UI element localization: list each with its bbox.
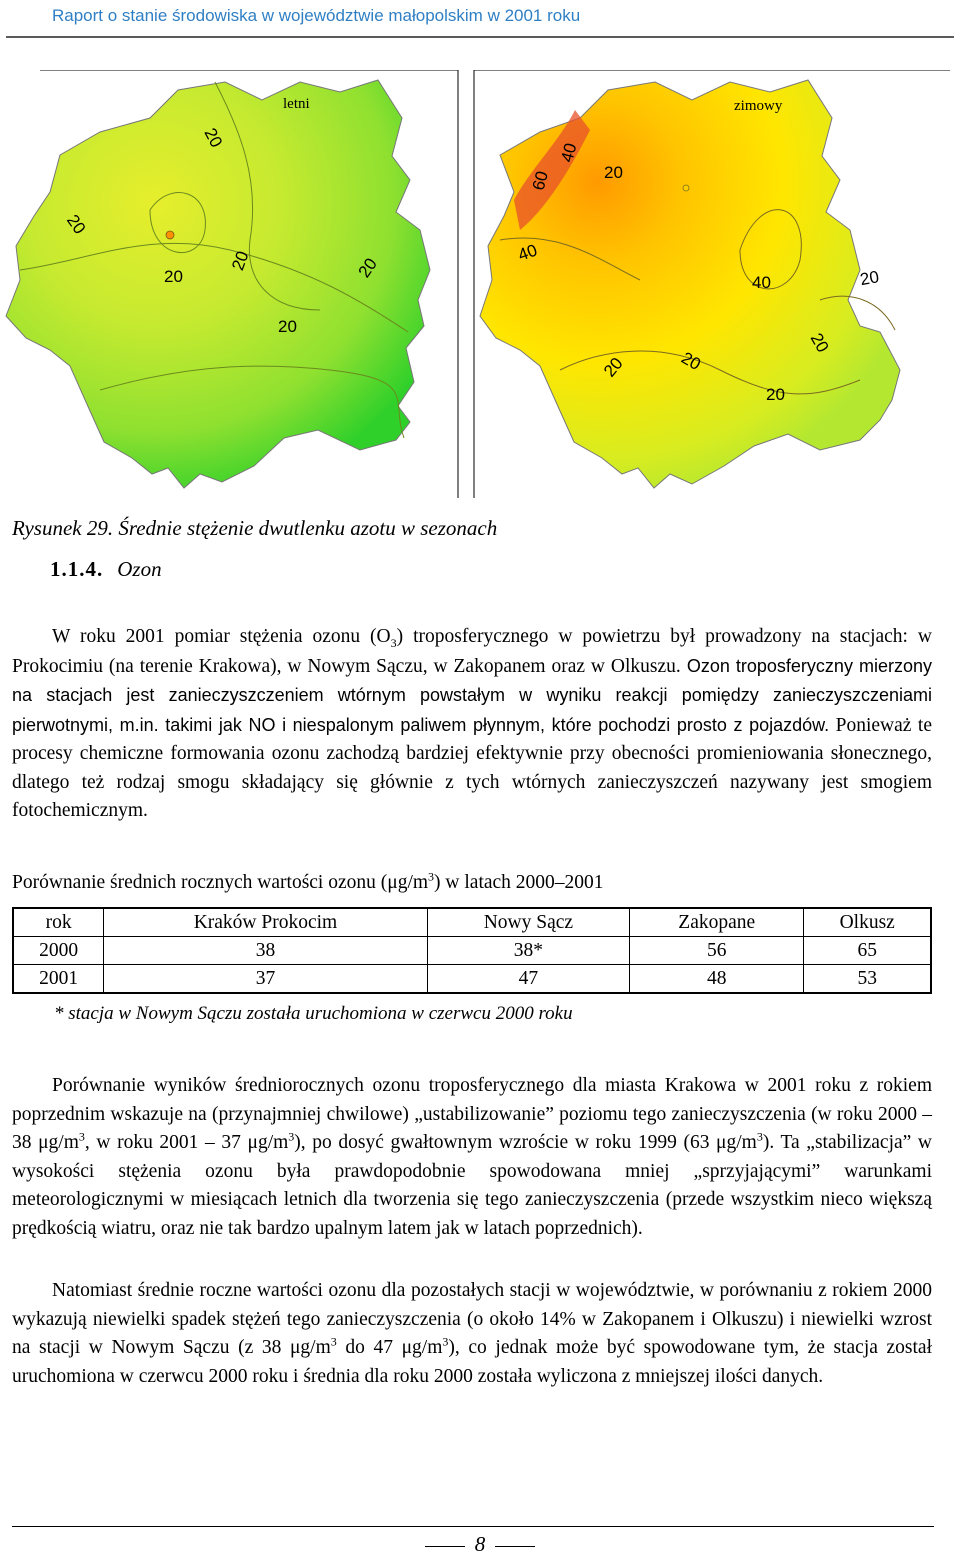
label-winter: zimowy	[734, 98, 783, 114]
map-panel-winter	[474, 70, 950, 498]
map-winter-region	[480, 80, 900, 488]
page-number-text: 8	[474, 1532, 486, 1556]
table-header-cell: Nowy Sącz	[427, 908, 629, 937]
paragraph-text: ), po dosyć gwałtownym wzroście w roku 1999 (63 μg/m	[294, 1132, 757, 1153]
paragraph-krakow	[12, 1072, 932, 1243]
paragraph-intro	[12, 623, 932, 826]
figure-caption: Rysunek 29. Średnie stężenie dwutlenku azotu w sezonach	[12, 516, 498, 540]
table-cell: 47	[427, 965, 629, 994]
contour-label: 20	[62, 211, 90, 238]
table-row	[13, 937, 931, 965]
table-title	[12, 869, 604, 894]
paragraph-text: Ponieważ te procesy chemiczne formowania ozonu zachodzą bardziej efektywnie przy obecności promieniowania słonecznego, dlatego też rodzaj smogu składający się głównie z tych wtórnych zanieczyszczeń nazywany jest smogiem fotochemicznym.	[12, 714, 932, 821]
paragraph-text: , w roku 2001 – 37 μg/m	[84, 1132, 289, 1153]
superscript: 3	[756, 1129, 763, 1144]
contour-label: 40	[752, 273, 771, 292]
report-title: Raport o stanie środowiska w województwie małopolskim w 2001 roku	[52, 6, 581, 25]
contour-label: 40	[557, 141, 581, 165]
section-heading	[50, 557, 162, 582]
superscript: 3	[288, 1129, 295, 1144]
section-number: 1.1.4.	[50, 557, 104, 581]
table-header-cell: Kraków Prokocim	[104, 908, 428, 937]
paragraph-text: ), co jednak może być spowodowane tym, że stacja został uruchomiona w czerwcu 2000 roku i średnia dla roku 2000 została wyliczona z mniejszej ilości danych.	[12, 1337, 933, 1387]
footer-divider	[12, 1526, 934, 1527]
superscript: 3	[78, 1129, 85, 1144]
paragraph-text: do 47 μg/m	[336, 1337, 443, 1358]
paragraph-other-stations	[12, 1277, 932, 1391]
table-cell: 37	[104, 965, 428, 994]
paragraph-text: W roku 2001 pomiar stężenia ozonu (O	[52, 626, 391, 647]
table-cell: 48	[630, 965, 804, 994]
ozone-table	[12, 907, 932, 994]
table-cell: 38	[104, 937, 428, 965]
table-header-cell: Zakopane	[630, 908, 804, 937]
table-header-cell: Olkusz	[804, 908, 931, 937]
table-header-cell: rok	[13, 908, 104, 937]
contour-label: 40	[515, 240, 540, 265]
table-cell: 53	[804, 965, 931, 994]
contour-label: 20	[858, 267, 881, 290]
paragraph-text: ). Ta „stabilizacja” w wysokości stężenia ozonu była prawdopodobnie spowodowana mniej „sprzyjającymi” warunkami meteorologicznymi w miesiącach letnich dla tworzenia się tego zanieczyszczenia (przede wszystkim nieco większą prędkością wiatru, oraz nie tak bardzo upalnym latem jak w latach poprzednich).	[12, 1132, 932, 1239]
contour-label: 20	[354, 254, 381, 282]
table-title-text: Porównanie średnich rocznych wartości ozonu (μg/m	[12, 872, 429, 893]
superscript: 3	[428, 869, 435, 884]
contour-label: 20	[678, 348, 704, 375]
header-divider	[6, 36, 954, 38]
subscript: 3	[390, 635, 397, 650]
table-row	[13, 965, 931, 994]
maps-svg	[0, 70, 960, 510]
contour-label: 20	[164, 267, 183, 286]
table-cell: 2000	[13, 937, 104, 965]
contour-label: 20	[200, 124, 227, 151]
map-panel-summer	[6, 70, 458, 498]
page-number	[400, 1532, 560, 1557]
paragraph-text: ) troposferycznego w powietrzu był prowadzony na stacjach: w Prokocimiu (na terenie Krakowa), w Nowym Sączu, w Zakopanem oraz w Olkuszu.	[12, 626, 932, 677]
page-header	[0, 0, 960, 40]
contour-label: 20	[604, 163, 623, 182]
contour-label: 20	[766, 385, 785, 404]
table-cell: 38*	[427, 937, 629, 965]
table-title-text: ) w latach 2000–2001	[434, 872, 604, 893]
table-footnote: * stacja w Nowym Sączu została uruchomiona w czerwcu 2000 roku	[54, 1003, 573, 1024]
contour-label: 60	[528, 169, 552, 193]
superscript: 3	[442, 1334, 449, 1349]
label-summer: letni	[283, 96, 310, 112]
table-header-row	[13, 908, 931, 937]
table-cell: 65	[804, 937, 931, 965]
superscript: 3	[330, 1334, 337, 1349]
contour-label: 20	[599, 353, 627, 381]
contour-label: 20	[228, 248, 253, 273]
paragraph-text: Natomiast średnie roczne wartości ozonu dla pozostałych stacji w województwie, w porównaniu z rokiem 2000 wykazują niewielki spadek stężeń tego zanieczyszczenia (o około 14% w Zakopanem i Olkuszu) i niewielki wzrost na stacji w Nowym Sączu (z 38 μg/m	[12, 1280, 932, 1358]
paragraph-text: Ozon troposferyczny mierzony na stacjach jest zanieczyszczeniem wtórnym powstałym w wyniku reakcji pomiędzy zanieczyszczeniami pierwotnymi, m.in. takimi jak NO i niespalonym paliwem płynnym, które pochodzi prosto z pojazdów.	[12, 655, 932, 735]
figure-maps	[0, 70, 960, 510]
section-title: Ozon	[117, 557, 162, 581]
table-cell: 56	[630, 937, 804, 965]
contour-label: 20	[278, 317, 297, 336]
paragraph-text: Porównanie wyników średniorocznych ozonu troposferycznego dla miasta Krakowa w 2001 roku z rokiem poprzednim wskazuje na (przynajmniej chwilowe) „ustabilizowanie” poziomu tego zanieczyszczenia (w roku 2000 – 38 μg/m	[12, 1075, 932, 1153]
contour-label: 20	[806, 329, 833, 356]
table-cell: 2001	[13, 965, 104, 994]
